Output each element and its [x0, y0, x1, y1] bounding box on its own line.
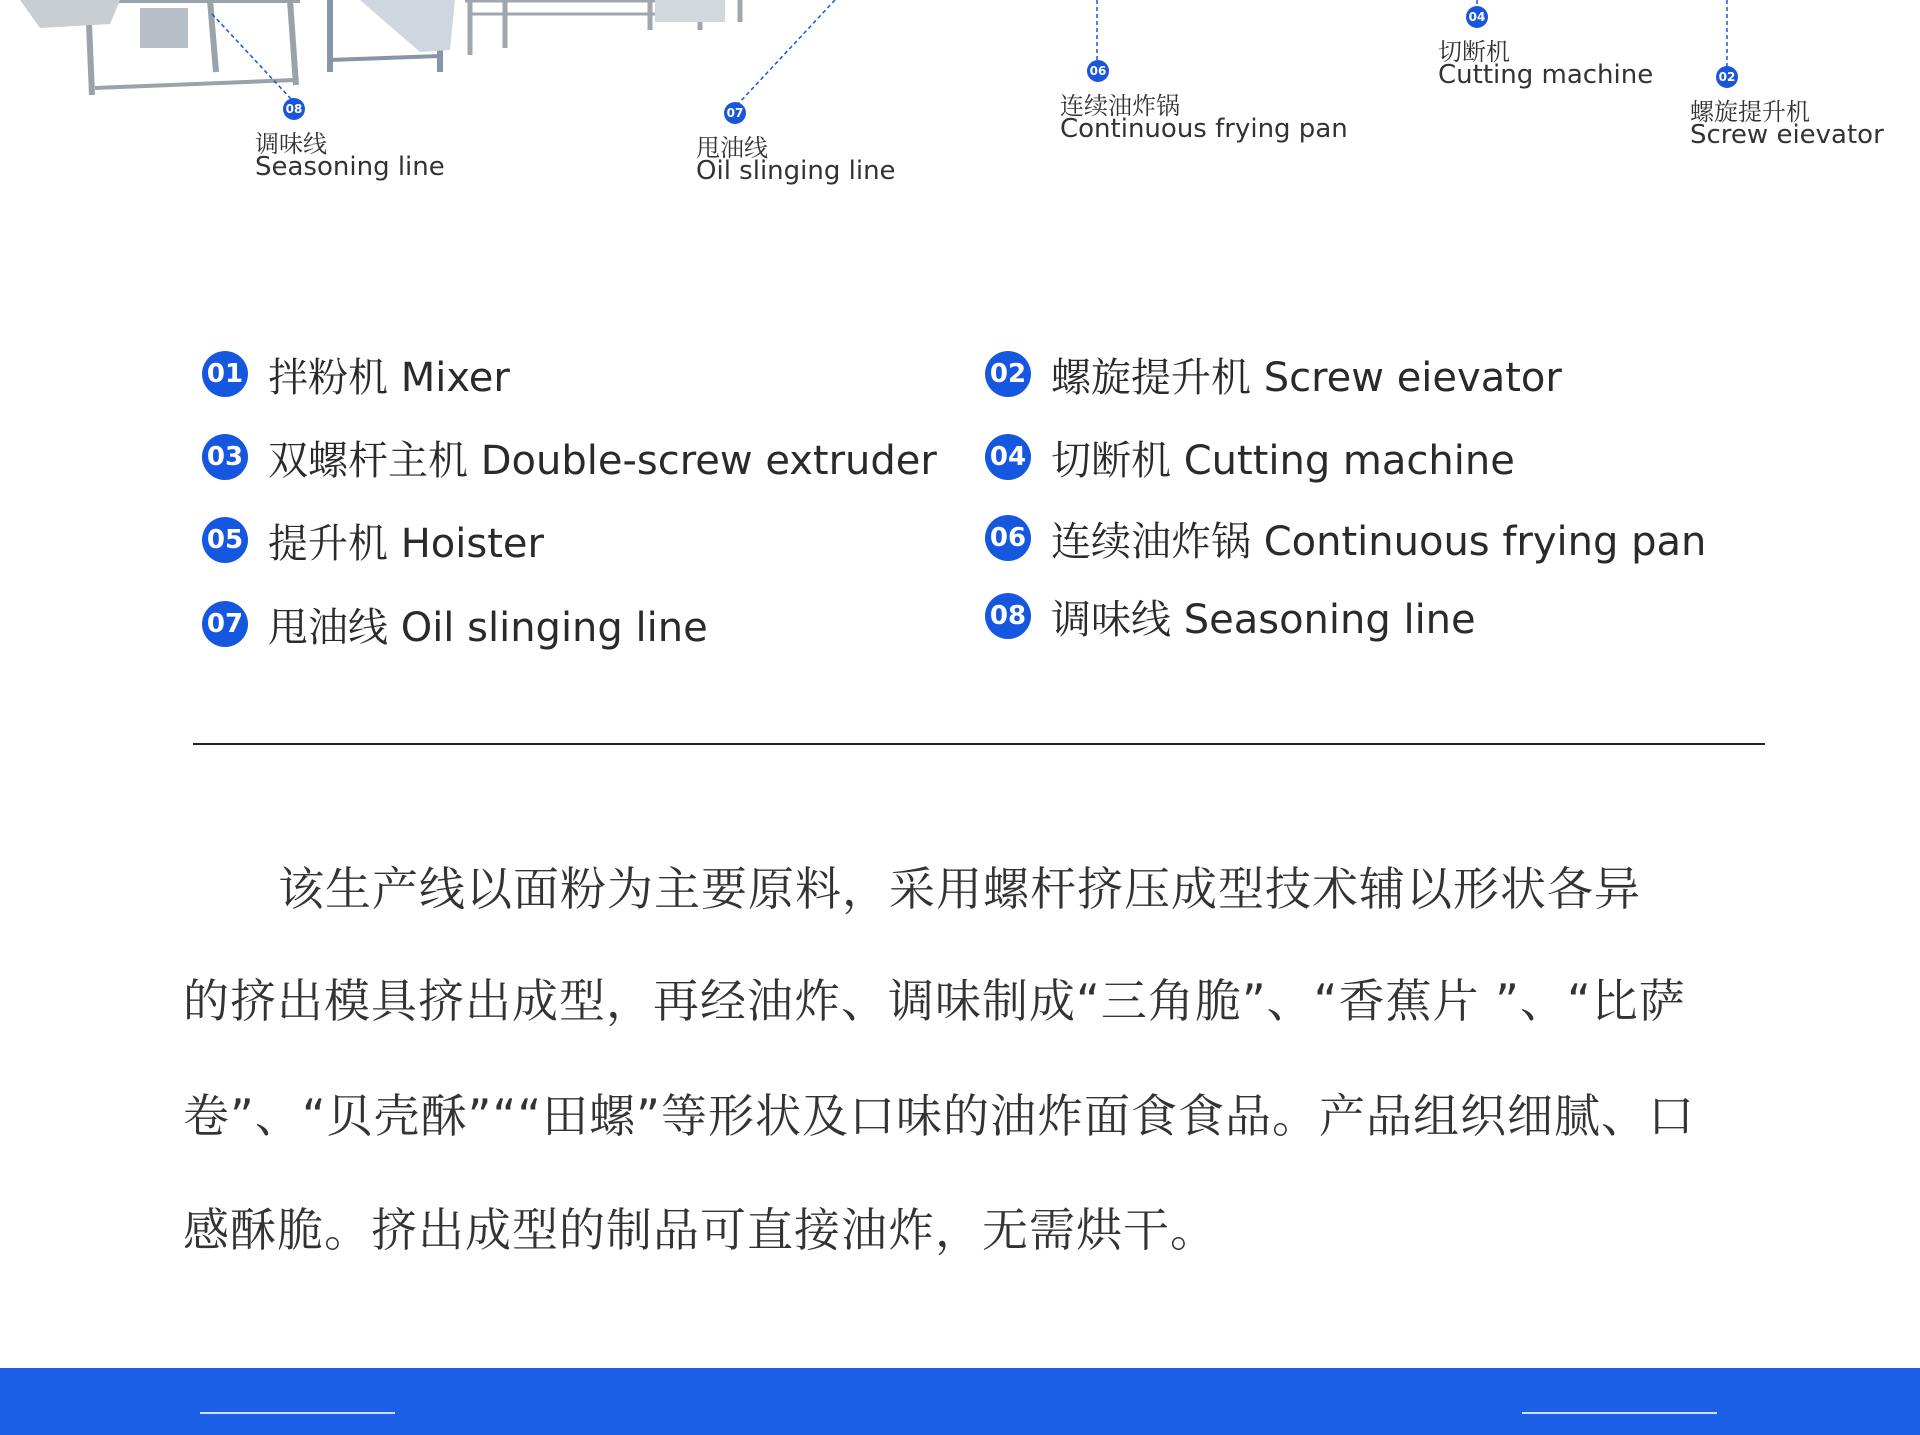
- callout-number-badge: 04: [1466, 6, 1488, 28]
- callout-label-zh: 螺旋提升机: [1690, 98, 1810, 126]
- callout-label-en: Seasoning line: [255, 152, 445, 182]
- callout-number-badge: 02: [1716, 66, 1738, 88]
- legend-label: 连续油炸锅 Continuous frying pan: [1051, 518, 1707, 565]
- legend-item: [985, 589, 1476, 643]
- callout-label-zh: 切断机: [1438, 38, 1510, 66]
- callout-number-badge: 08: [283, 98, 305, 120]
- legend-number-badge: 05: [202, 517, 248, 563]
- legend-label: 双螺杆主机 Double-screw extruder: [268, 437, 937, 484]
- description-line: 感酥脆。挤出成型的制品可直接油炸，无需烘干。: [183, 1203, 1217, 1257]
- description-line: 卷”、“贝壳酥”““田螺”等形状及口味的油炸面食食品。产品组织细腻、口: [183, 1089, 1695, 1143]
- legend-item: [985, 430, 1515, 484]
- footer-band: [0, 1368, 1920, 1435]
- section-divider: [193, 743, 1765, 745]
- legend-label: 调味线 Seasoning line: [1051, 596, 1476, 643]
- machine-oil-sling-body: [655, 0, 725, 22]
- legend-item: [985, 347, 1562, 401]
- callout-label-en: Continuous frying pan: [1060, 114, 1348, 144]
- callout-label-en: Screw eievator: [1690, 120, 1884, 150]
- callout-label-zh: 甩油线: [696, 134, 768, 162]
- legend-number-badge: 06: [985, 515, 1031, 561]
- legend-label: 提升机 Hoister: [268, 520, 544, 567]
- callout-label-en: Oil slinging line: [696, 156, 896, 186]
- callout-number-badge: 07: [724, 102, 746, 124]
- legend-item: [202, 430, 937, 484]
- legend-label: 切断机 Cutting machine: [1051, 437, 1515, 484]
- legend-number-badge: 01: [202, 351, 248, 397]
- legend-item: [202, 597, 708, 651]
- legend-label: 甩油线 Oil slinging line: [268, 604, 708, 651]
- callout-label-en: Cutting machine: [1438, 60, 1654, 90]
- legend-number-badge: 02: [985, 351, 1031, 397]
- legend-item: [202, 347, 510, 401]
- machine-mixer-motor: [140, 8, 188, 48]
- description-line: 的挤出模具挤出成型，再经油炸、调味制成“三角脆”、“香蕉片 ”、“比萨: [183, 974, 1686, 1028]
- legend-number-badge: 07: [202, 601, 248, 647]
- legend-label: 螺旋提升机 Screw eievator: [1051, 354, 1562, 401]
- footer-decor-line-left: [200, 1412, 395, 1414]
- machine-elevator-hopper: [360, 0, 455, 52]
- callout-label-zh: 连续油炸锅: [1060, 92, 1180, 120]
- machine-mixer-drum: [20, 0, 120, 28]
- footer-decor-line-right: [1522, 1412, 1717, 1414]
- machine-diagram: [0, 0, 1920, 200]
- callout-number-badge: 06: [1087, 60, 1109, 82]
- callout-label-zh: 调味线: [255, 130, 327, 158]
- legend-number-badge: 04: [985, 434, 1031, 480]
- legend-item: [985, 511, 1706, 565]
- legend-label: 拌粉机 Mixer: [268, 354, 510, 401]
- legend-item: [202, 513, 544, 567]
- legend-number-badge: 08: [985, 593, 1031, 639]
- legend-number-badge: 03: [202, 434, 248, 480]
- description-line: 该生产线以面粉为主要原料，采用螺杆挤压成型技术辅以形状各异: [278, 862, 1641, 916]
